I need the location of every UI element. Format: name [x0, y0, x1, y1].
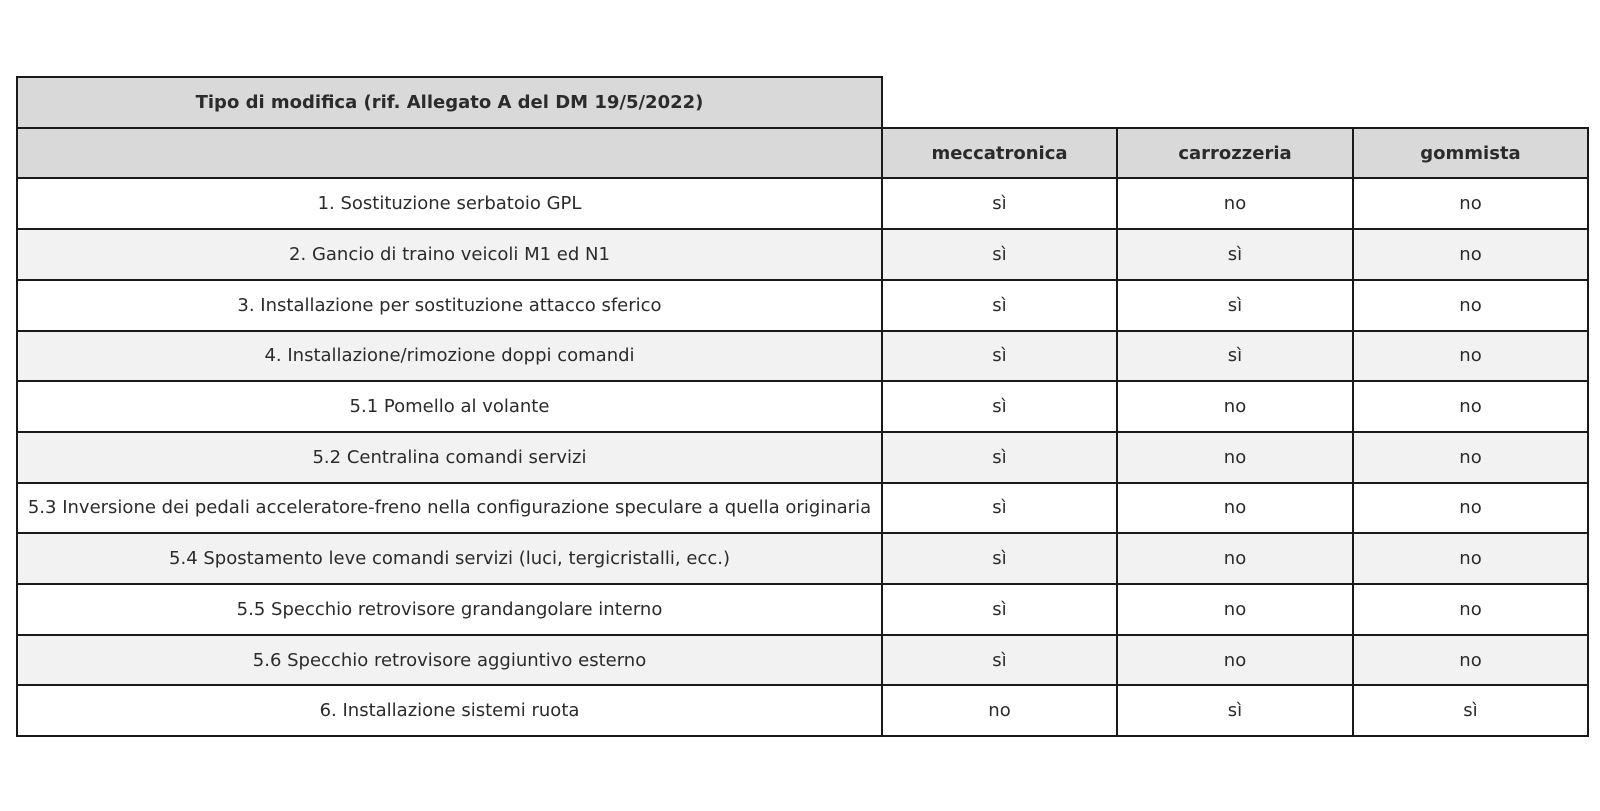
column-header: carrozzeria: [1117, 128, 1353, 179]
row-label: 5.6 Specchio retrovisore aggiuntivo esterno: [17, 635, 882, 686]
grid-line: [1352, 127, 1354, 736]
table-cell: no: [1353, 533, 1588, 584]
row-label: 5.1 Pomello al volante: [17, 381, 882, 432]
column-header: gommista: [1353, 128, 1588, 179]
table-cell: no: [1117, 381, 1353, 432]
row-label: 3. Installazione per sostituzione attacco sferico: [17, 280, 882, 331]
table-cell: no: [1117, 635, 1353, 686]
table-cell: sì: [882, 584, 1117, 635]
grid-line: [881, 76, 883, 128]
grid-line: [1116, 127, 1118, 736]
column-header: meccatronica: [882, 128, 1117, 179]
grid-line: [1587, 127, 1589, 736]
table-cell: sì: [882, 280, 1117, 331]
row-label: 5.5 Specchio retrovisore grandangolare interno: [17, 584, 882, 635]
table-cell: sì: [882, 483, 1117, 534]
table-cell: sì: [882, 178, 1117, 229]
table-cell: no: [1353, 331, 1588, 382]
table-cell: sì: [882, 432, 1117, 483]
column-header: [17, 128, 882, 179]
row-label: 4. Installazione/rimozione doppi comandi: [17, 331, 882, 382]
table-cell: no: [1117, 483, 1353, 534]
grid-line: [881, 127, 883, 736]
table-cell: sì: [882, 331, 1117, 382]
table-cell: no: [1117, 533, 1353, 584]
table-cell: no: [1353, 280, 1588, 331]
table-cell: no: [1117, 178, 1353, 229]
row-label: 5.2 Centralina comandi servizi: [17, 432, 882, 483]
table-cell: no: [1117, 584, 1353, 635]
table-cell: sì: [882, 635, 1117, 686]
grid-line: [17, 76, 883, 78]
table-cell: sì: [882, 381, 1117, 432]
table-cell: sì: [1117, 331, 1353, 382]
table-cell: no: [1353, 229, 1588, 280]
table-cell: sì: [882, 533, 1117, 584]
grid-line: [16, 127, 18, 736]
table-cell: sì: [1353, 685, 1588, 736]
row-label: 5.4 Spostamento leve comandi servizi (luci, tergicristalli, ecc.): [17, 533, 882, 584]
table-cell: no: [1353, 178, 1588, 229]
table-cell: sì: [1117, 685, 1353, 736]
table-cell: no: [1353, 381, 1588, 432]
row-label: 2. Gancio di traino veicoli M1 ed N1: [17, 229, 882, 280]
table-cell: sì: [882, 229, 1117, 280]
table-cell: no: [1117, 432, 1353, 483]
table-cell: no: [1353, 584, 1588, 635]
table-cell: no: [1353, 483, 1588, 534]
table-cell: sì: [1117, 229, 1353, 280]
grid-line: [16, 76, 18, 128]
table-cell: no: [1353, 635, 1588, 686]
row-label: 5.3 Inversione dei pedali acceleratore-freno nella configurazione speculare a quella originaria: [17, 483, 882, 534]
row-label: 1. Sostituzione serbatoio GPL: [17, 178, 882, 229]
row-label: 6. Installazione sistemi ruota: [17, 685, 882, 736]
table-title: Tipo di modifica (rif. Allegato A del DM 19/5/2022): [17, 77, 882, 128]
table-cell: no: [1353, 432, 1588, 483]
table-cell: sì: [1117, 280, 1353, 331]
table-cell: no: [882, 685, 1117, 736]
